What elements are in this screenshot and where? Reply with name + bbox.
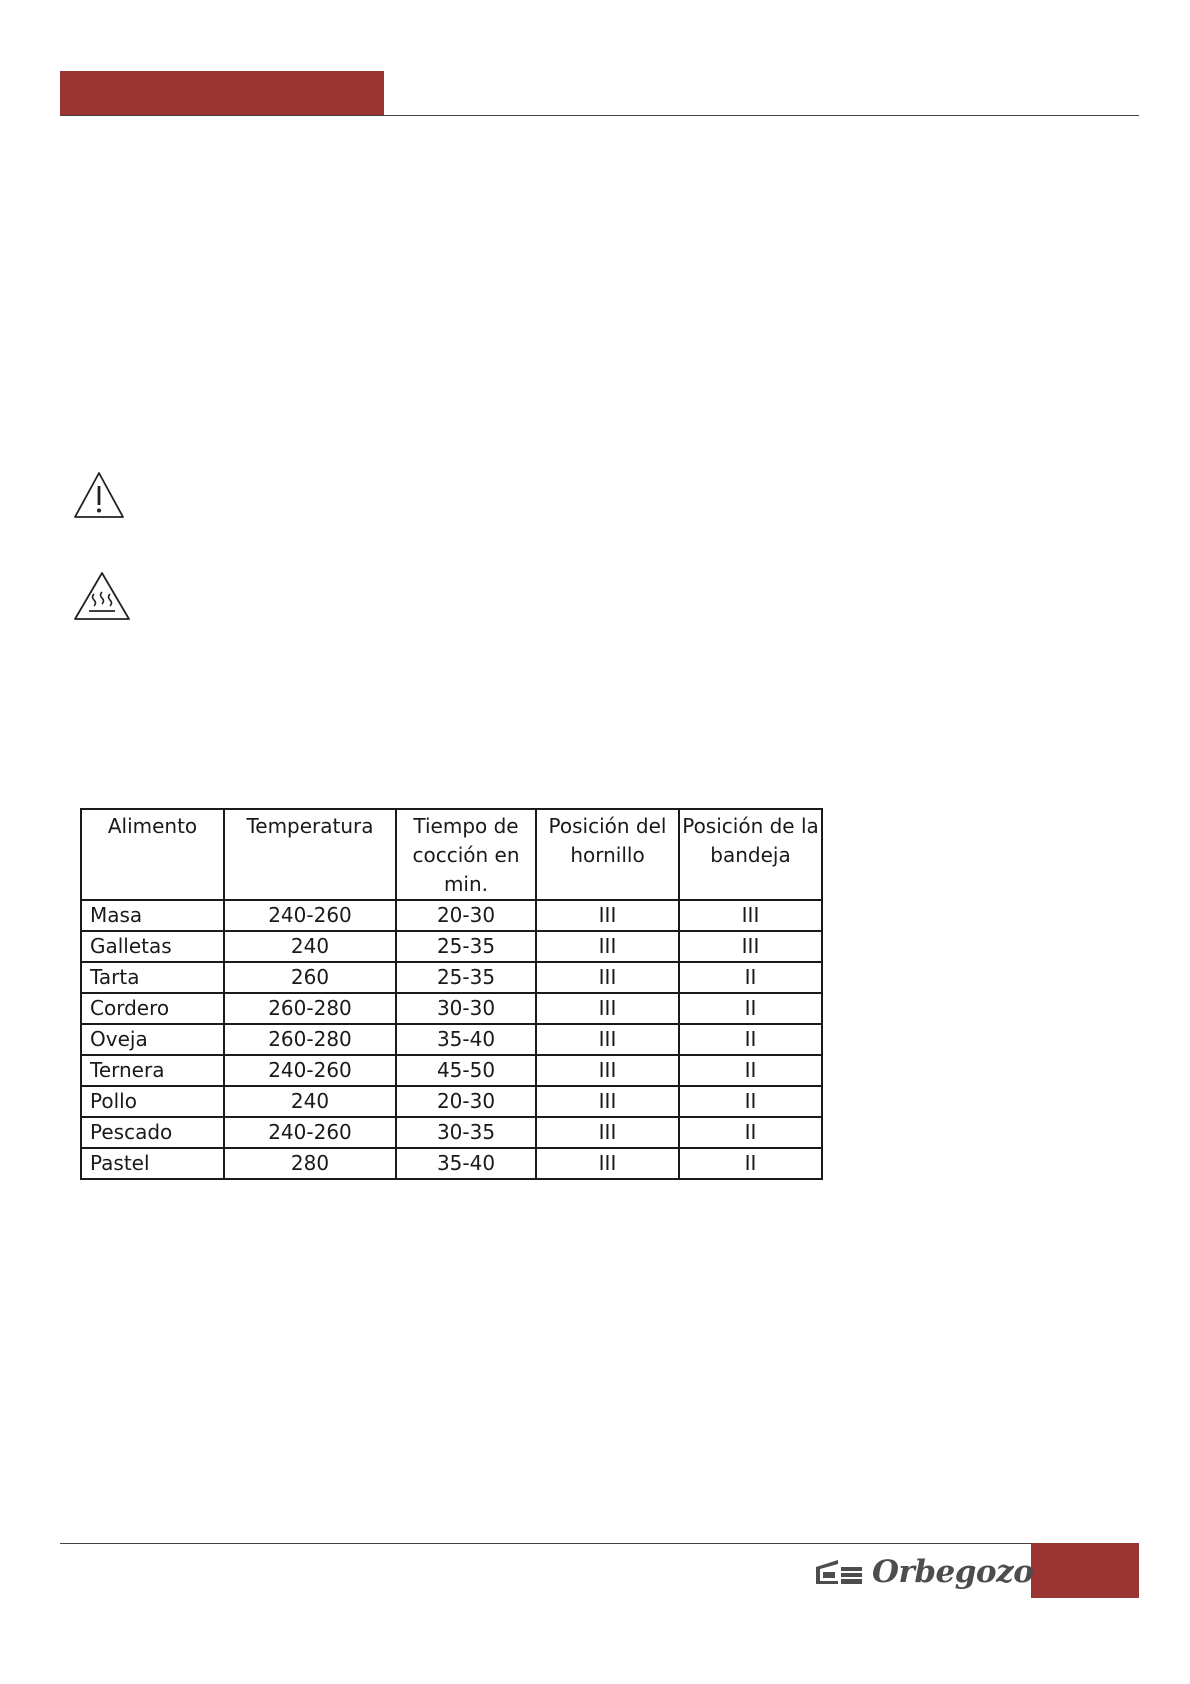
brand-logo bbox=[814, 1553, 1034, 1591]
cell-tray: II bbox=[679, 962, 822, 993]
cell-food: Cordero bbox=[81, 993, 224, 1024]
cell-burner: III bbox=[536, 1055, 679, 1086]
footer-rule bbox=[60, 1543, 1031, 1544]
cell-time: 35-40 bbox=[396, 1024, 536, 1055]
cell-food: Pastel bbox=[81, 1148, 224, 1179]
cell-temperature: 240 bbox=[224, 1086, 396, 1117]
cell-burner: III bbox=[536, 1148, 679, 1179]
footer-accent-box bbox=[1031, 1543, 1139, 1598]
table-row bbox=[81, 900, 822, 931]
brand-logo-text: Orbegozo bbox=[872, 1554, 1034, 1590]
cell-burner: III bbox=[536, 1117, 679, 1148]
cell-burner: III bbox=[536, 900, 679, 931]
cell-burner: III bbox=[536, 931, 679, 962]
cell-tray: II bbox=[679, 1055, 822, 1086]
cooking-table bbox=[80, 808, 823, 1180]
brand-logo-mark-icon bbox=[814, 1559, 864, 1585]
cell-tray: II bbox=[679, 1117, 822, 1148]
cell-time: 20-30 bbox=[396, 1086, 536, 1117]
cell-time: 30-30 bbox=[396, 993, 536, 1024]
cell-time: 45-50 bbox=[396, 1055, 536, 1086]
table-header-row bbox=[81, 809, 822, 900]
cell-time: 35-40 bbox=[396, 1148, 536, 1179]
cell-tray: II bbox=[679, 1024, 822, 1055]
cell-time: 20-30 bbox=[396, 900, 536, 931]
cell-tray: III bbox=[679, 900, 822, 931]
cell-food: Oveja bbox=[81, 1024, 224, 1055]
hot-surface-icon bbox=[72, 570, 132, 622]
table-row bbox=[81, 993, 822, 1024]
cell-time: 25-35 bbox=[396, 931, 536, 962]
cell-temperature: 260-280 bbox=[224, 993, 396, 1024]
cell-temperature: 280 bbox=[224, 1148, 396, 1179]
cell-temperature: 240-260 bbox=[224, 1055, 396, 1086]
cell-tray: II bbox=[679, 993, 822, 1024]
cell-temperature: 240-260 bbox=[224, 900, 396, 931]
cell-burner: III bbox=[536, 1086, 679, 1117]
cell-food: Pollo bbox=[81, 1086, 224, 1117]
table-row bbox=[81, 962, 822, 993]
header-tray-position: Posición de la bandeja bbox=[679, 809, 822, 900]
header-accent-bar bbox=[60, 71, 384, 116]
cell-time: 25-35 bbox=[396, 962, 536, 993]
table-row bbox=[81, 1117, 822, 1148]
table-row bbox=[81, 1086, 822, 1117]
header-temperature: Temperatura bbox=[224, 809, 396, 900]
header-cooking-time: Tiempo de cocción en min. bbox=[396, 809, 536, 900]
table-row bbox=[81, 1148, 822, 1179]
cell-food: Masa bbox=[81, 900, 224, 931]
header-burner-position: Posición del hornillo bbox=[536, 809, 679, 900]
cell-food: Pescado bbox=[81, 1117, 224, 1148]
cell-tray: III bbox=[679, 931, 822, 962]
table-row bbox=[81, 931, 822, 962]
cell-burner: III bbox=[536, 962, 679, 993]
cell-food: Ternera bbox=[81, 1055, 224, 1086]
table-row bbox=[81, 1055, 822, 1086]
cell-temperature: 260 bbox=[224, 962, 396, 993]
cell-burner: III bbox=[536, 993, 679, 1024]
table-row bbox=[81, 1024, 822, 1055]
cell-food: Tarta bbox=[81, 962, 224, 993]
cooking-table-container bbox=[80, 808, 823, 1180]
warning-triangle-icon bbox=[72, 470, 126, 520]
cell-burner: III bbox=[536, 1024, 679, 1055]
cell-time: 30-35 bbox=[396, 1117, 536, 1148]
cell-tray: II bbox=[679, 1086, 822, 1117]
header-rule bbox=[60, 115, 1139, 116]
cell-temperature: 240 bbox=[224, 931, 396, 962]
cell-temperature: 240-260 bbox=[224, 1117, 396, 1148]
cell-tray: II bbox=[679, 1148, 822, 1179]
header-food: Alimento bbox=[81, 809, 224, 900]
cell-food: Galletas bbox=[81, 931, 224, 962]
cell-temperature: 260-280 bbox=[224, 1024, 396, 1055]
